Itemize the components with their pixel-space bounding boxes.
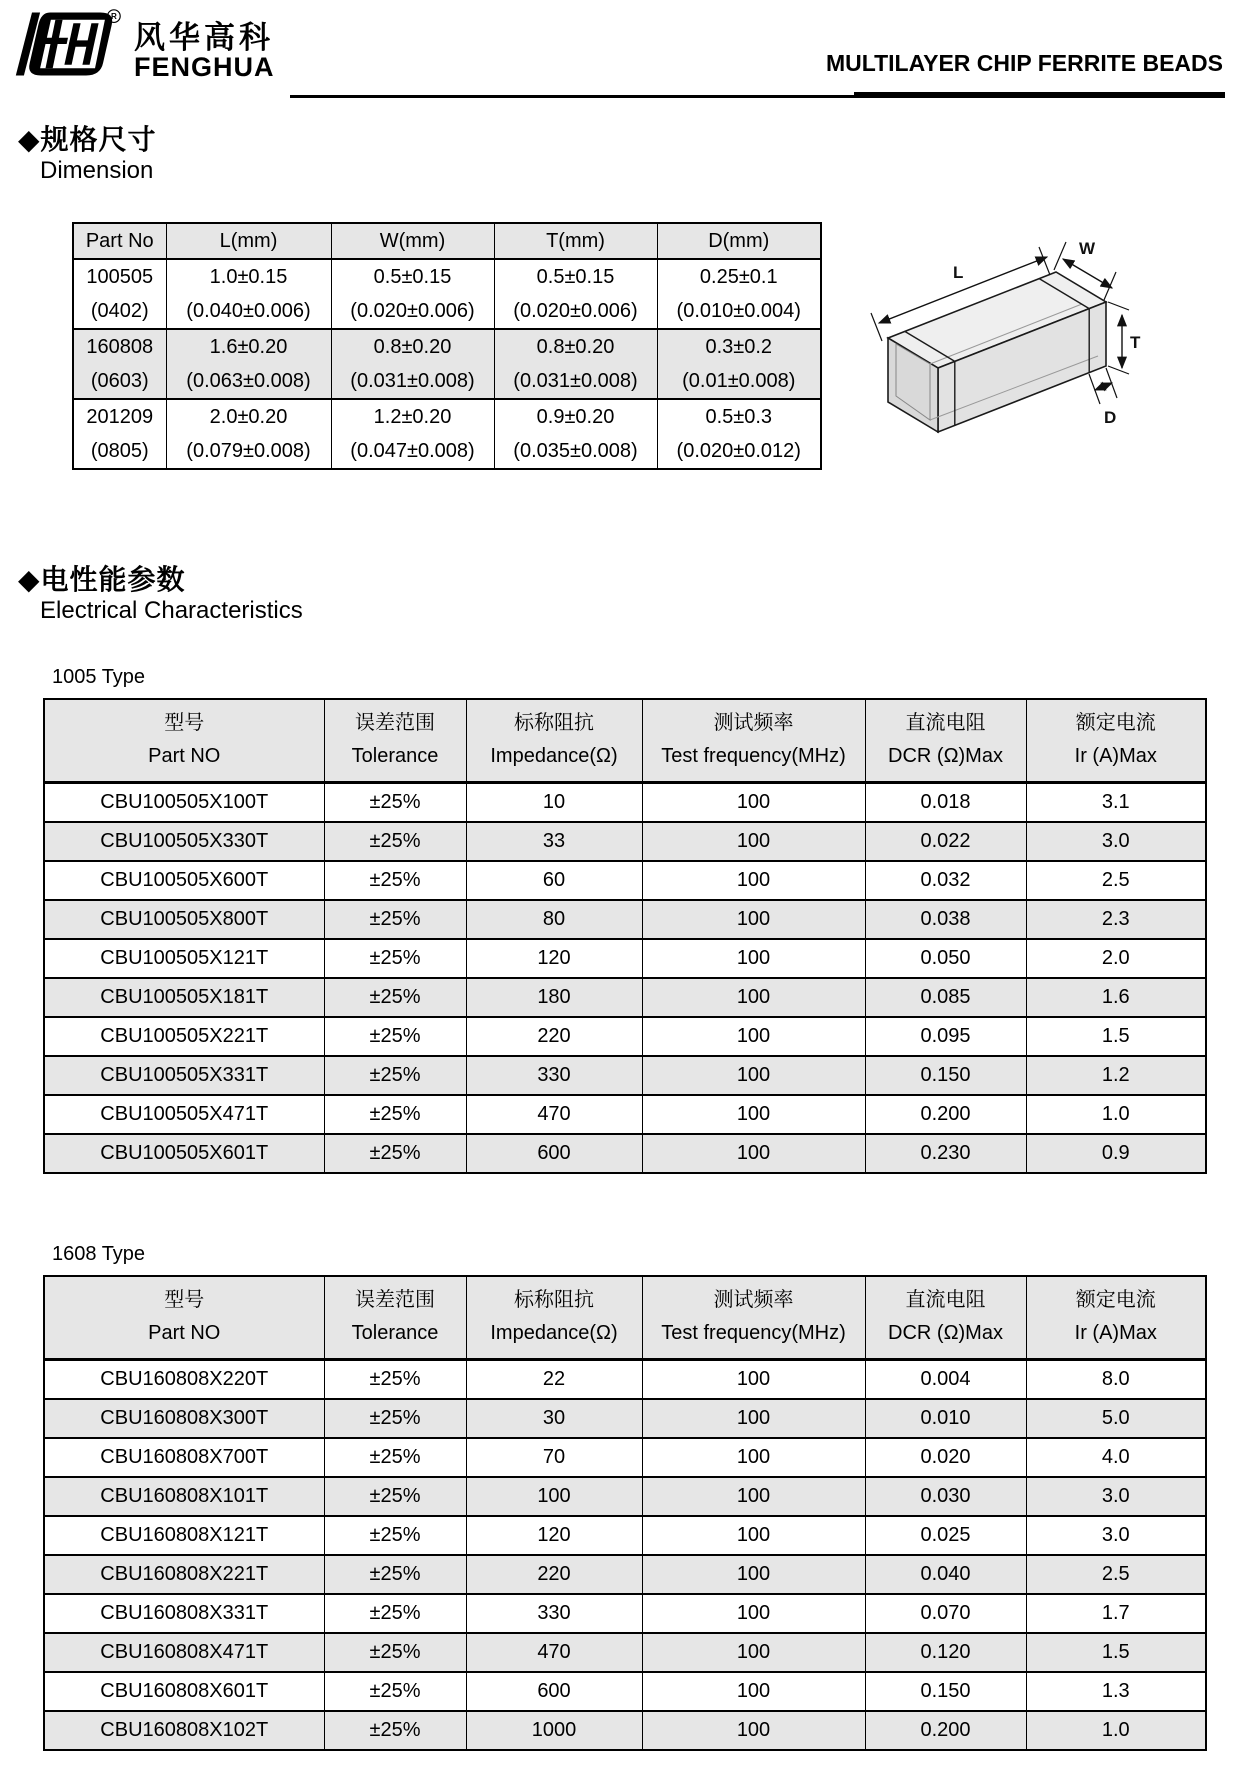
dim-label-l: L (953, 263, 964, 282)
table-cell: 330 (466, 1594, 642, 1633)
table-cell: 100 (642, 978, 865, 1017)
eh-partno-en: Part NO (148, 1322, 221, 1344)
table-cell: CBU160808X121T (44, 1516, 324, 1555)
electrical-table-header-row (44, 1276, 1206, 1360)
eh-dcr (865, 699, 1026, 783)
table-cell: ±25% (324, 900, 466, 939)
table-row (44, 900, 1206, 939)
table-cell: CBU100505X121T (44, 939, 324, 978)
table-cell: CBU100505X471T (44, 1095, 324, 1134)
dim-header-w: W(mm) (331, 223, 494, 259)
table-cell: ±25% (324, 1633, 466, 1672)
eh-tolerance (324, 1276, 466, 1360)
eh-dcr-en: DCR (Ω)Max (888, 745, 1003, 767)
table-cell: 100 (642, 1056, 865, 1095)
table-cell: 0.120 (865, 1633, 1026, 1672)
table-cell: ±25% (324, 1134, 466, 1173)
table-cell: 33 (466, 822, 642, 861)
section-title-dimension-cn: ◆规格尺寸 (18, 124, 157, 155)
table-cell: CBU160808X331T (44, 1594, 324, 1633)
eh-current-cn: 额定电流 (1075, 712, 1156, 734)
table-row (44, 1672, 1206, 1711)
table-cell: 22 (466, 1360, 642, 1400)
table-cell: CBU160808X220T (44, 1360, 324, 1400)
table-cell: 0.025 (865, 1516, 1026, 1555)
table-cell: 100 (642, 861, 865, 900)
table-cell: 1.0 (1026, 1711, 1206, 1750)
table-cell: 1.2±0.20 (0.047±0.008) (331, 399, 494, 469)
eh-impedance (466, 1276, 642, 1360)
table-row (44, 939, 1206, 978)
dimension-table-header-row (73, 223, 821, 259)
table-cell: 120 (466, 1516, 642, 1555)
table-cell: 100 (642, 1477, 865, 1516)
table-row (44, 1360, 1206, 1400)
table-cell: 100 (642, 1017, 865, 1056)
eh-tolerance-cn: 误差范围 (355, 1289, 435, 1311)
table-cell: 2.0 (1026, 939, 1206, 978)
table-cell: 100 (642, 1672, 865, 1711)
table-cell: 2.5 (1026, 1555, 1206, 1594)
logo-chinese-name: 风华高科 (134, 20, 274, 55)
table-cell: ±25% (324, 1399, 466, 1438)
table-cell: 3.0 (1026, 1516, 1206, 1555)
eh-partno (44, 1276, 324, 1360)
electrical-table-header-row (44, 699, 1206, 783)
eh-impedance (466, 699, 642, 783)
table-cell: 0.030 (865, 1477, 1026, 1516)
electrical-table-1608 (43, 1275, 1207, 1751)
table-cell: 100 (642, 1360, 865, 1400)
table-cell: 1.6±0.20 (0.063±0.008) (166, 329, 331, 399)
table-cell: 100 (642, 1516, 865, 1555)
eh-frequency-en: Test frequency(MHz) (661, 1322, 846, 1344)
table-cell: 1.0 (1026, 1095, 1206, 1134)
header-rule-thick (854, 92, 1225, 98)
logo-text (134, 8, 275, 81)
table-cell: 0.9±0.20 (0.035±0.008) (494, 399, 657, 469)
table-cell: 0.5±0.3 (0.020±0.012) (657, 399, 821, 469)
eh-current-cn: 额定电流 (1075, 1289, 1156, 1311)
table-cell: 470 (466, 1633, 642, 1672)
table-cell: 0.9 (1026, 1134, 1206, 1173)
eh-frequency-cn: 测试频率 (713, 712, 794, 734)
table-cell: CBU160808X700T (44, 1438, 324, 1477)
table-cell: ±25% (324, 1594, 466, 1633)
table-cell: ±25% (324, 1477, 466, 1516)
table-cell: 120 (466, 939, 642, 978)
table-cell: 0.25±0.1 (0.010±0.004) (657, 259, 821, 329)
table-row (44, 822, 1206, 861)
dimension-table (72, 222, 822, 470)
table-cell: 3.1 (1026, 783, 1206, 823)
table-cell: CBU100505X331T (44, 1056, 324, 1095)
table-cell: 100 (642, 822, 865, 861)
eh-frequency-cn: 测试频率 (713, 1289, 794, 1311)
table-cell: 0.040 (865, 1555, 1026, 1594)
table-cell: 2.5 (1026, 861, 1206, 900)
eh-partno-en: Part NO (148, 745, 221, 767)
table-cell: CBU100505X181T (44, 978, 324, 1017)
registered-trademark-icon: R (110, 12, 117, 22)
table-row (73, 329, 821, 399)
section-title-electrical-en: Electrical Characteristics (40, 597, 303, 624)
table-row (44, 1594, 1206, 1633)
eh-impedance-cn: 标称阻抗 (514, 712, 594, 734)
table-row (44, 861, 1206, 900)
table-cell: CBU160808X601T (44, 1672, 324, 1711)
table-row (44, 1516, 1206, 1555)
dim-label-w: W (1079, 239, 1096, 258)
table-row (44, 783, 1206, 823)
table-cell: 0.5±0.15 (0.020±0.006) (494, 259, 657, 329)
table-row (44, 1633, 1206, 1672)
table-cell: ±25% (324, 1711, 466, 1750)
eh-tolerance-en: Tolerance (351, 1322, 439, 1344)
table-cell: 30 (466, 1399, 642, 1438)
table-cell: CBU100505X600T (44, 861, 324, 900)
table-cell: 0.022 (865, 822, 1026, 861)
eh-frequency (642, 699, 865, 783)
table-row (44, 1134, 1206, 1173)
table-cell: CBU100505X601T (44, 1134, 324, 1173)
table-cell: 1.5 (1026, 1633, 1206, 1672)
section-title-electrical-cn: ◆电性能参数 (18, 564, 186, 595)
table-cell: 8.0 (1026, 1360, 1206, 1400)
eh-current-en: Ir (A)Max (1074, 1322, 1157, 1344)
table-cell: 100 (642, 939, 865, 978)
table-cell: 0.018 (865, 783, 1026, 823)
table-cell: 100 (642, 1438, 865, 1477)
fenghua-logo-icon (14, 8, 122, 80)
table-cell: 220 (466, 1555, 642, 1594)
dim-header-l: L(mm) (166, 223, 331, 259)
type-label-1005: 1005 Type (52, 666, 146, 688)
eh-current-en: Ir (A)Max (1074, 745, 1157, 767)
table-row (44, 1555, 1206, 1594)
table-cell: CBU100505X330T (44, 822, 324, 861)
table-cell: 1.0±0.15 (0.040±0.006) (166, 259, 331, 329)
table-cell: 3.0 (1026, 822, 1206, 861)
eh-tolerance (324, 699, 466, 783)
table-cell: 0.230 (865, 1134, 1026, 1173)
table-cell: 80 (466, 900, 642, 939)
table-cell: 1.7 (1026, 1594, 1206, 1633)
table-row (44, 1477, 1206, 1516)
table-cell: 100 (642, 1711, 865, 1750)
electrical-table-1005 (43, 698, 1207, 1174)
table-cell: 2.3 (1026, 900, 1206, 939)
table-cell: ±25% (324, 783, 466, 823)
table-cell: 100 (466, 1477, 642, 1516)
eh-frequency (642, 1276, 865, 1360)
table-cell: 4.0 (1026, 1438, 1206, 1477)
eh-dcr-cn: 直流电阻 (905, 1289, 986, 1311)
table-cell: 1000 (466, 1711, 642, 1750)
dim-label-d: D (1104, 408, 1117, 427)
table-cell: 1.5 (1026, 1017, 1206, 1056)
table-cell: 5.0 (1026, 1399, 1206, 1438)
eh-partno (44, 699, 324, 783)
table-row (44, 1056, 1206, 1095)
table-row (44, 1399, 1206, 1438)
table-cell: CBU160808X221T (44, 1555, 324, 1594)
eh-current (1026, 1276, 1206, 1360)
table-cell: CBU100505X100T (44, 783, 324, 823)
table-cell: 0.150 (865, 1672, 1026, 1711)
table-cell: 201209 (0805) (73, 399, 166, 469)
table-cell: 100 (642, 900, 865, 939)
table-cell: 0.095 (865, 1017, 1026, 1056)
eh-tolerance-en: Tolerance (351, 745, 439, 767)
document-title: MULTILAYER CHIP FERRITE BEADS (826, 50, 1223, 76)
table-cell: 600 (466, 1134, 642, 1173)
eh-current (1026, 699, 1206, 783)
table-cell: CBU160808X300T (44, 1399, 324, 1438)
table-cell: 100505 (0402) (73, 259, 166, 329)
table-cell: 180 (466, 978, 642, 1017)
table-cell: 10 (466, 783, 642, 823)
table-cell: 220 (466, 1017, 642, 1056)
table-cell: 100 (642, 1594, 865, 1633)
table-cell: 0.032 (865, 861, 1026, 900)
table-cell: 100 (642, 1134, 865, 1173)
dim-header-partno: Part No (73, 223, 166, 259)
table-cell: 0.5±0.15 (0.020±0.006) (331, 259, 494, 329)
section-title-dimension-en: Dimension (40, 157, 154, 184)
table-row (44, 1017, 1206, 1056)
table-cell: 1.2 (1026, 1056, 1206, 1095)
table-cell: 0.150 (865, 1056, 1026, 1095)
table-cell: ±25% (324, 939, 466, 978)
table-cell: 160808 (0603) (73, 329, 166, 399)
table-cell: ±25% (324, 822, 466, 861)
eh-dcr (865, 1276, 1026, 1360)
table-row (44, 1711, 1206, 1750)
eh-frequency-en: Test frequency(MHz) (661, 745, 846, 767)
dim-label-t: T (1130, 333, 1141, 352)
table-cell: 100 (642, 1633, 865, 1672)
table-cell: 1.3 (1026, 1672, 1206, 1711)
eh-partno-cn: 型号 (164, 1289, 205, 1311)
table-row (73, 259, 821, 329)
table-cell: CBU160808X101T (44, 1477, 324, 1516)
table-row (44, 1438, 1206, 1477)
table-cell: 100 (642, 1399, 865, 1438)
table-cell: 0.070 (865, 1594, 1026, 1633)
header-rule-thin (290, 95, 856, 98)
eh-impedance-en: Impedance(Ω) (490, 745, 618, 767)
table-cell: 0.3±0.2 (0.01±0.008) (657, 329, 821, 399)
table-cell: 1.6 (1026, 978, 1206, 1017)
table-cell: CBU160808X102T (44, 1711, 324, 1750)
table-cell: 60 (466, 861, 642, 900)
table-cell: 0.020 (865, 1438, 1026, 1477)
dim-header-d: D(mm) (657, 223, 821, 259)
table-cell: ±25% (324, 1672, 466, 1711)
table-cell: 0.8±0.20 (0.031±0.008) (494, 329, 657, 399)
table-cell: CBU100505X800T (44, 900, 324, 939)
eh-tolerance-cn: 误差范围 (355, 712, 435, 734)
table-cell: 0.010 (865, 1399, 1026, 1438)
table-cell: ±25% (324, 1017, 466, 1056)
table-cell: 2.0±0.20 (0.079±0.008) (166, 399, 331, 469)
table-cell: 3.0 (1026, 1477, 1206, 1516)
table-cell: ±25% (324, 978, 466, 1017)
eh-impedance-cn: 标称阻抗 (514, 1289, 594, 1311)
table-cell: 600 (466, 1672, 642, 1711)
dim-header-t: T(mm) (494, 223, 657, 259)
eh-dcr-en: DCR (Ω)Max (888, 1322, 1003, 1344)
table-cell: 470 (466, 1095, 642, 1134)
table-cell: ±25% (324, 1555, 466, 1594)
table-cell: 0.8±0.20 (0.031±0.008) (331, 329, 494, 399)
table-cell: ±25% (324, 1056, 466, 1095)
table-cell: ±25% (324, 1516, 466, 1555)
table-cell: 330 (466, 1056, 642, 1095)
eh-dcr-cn: 直流电阻 (905, 712, 986, 734)
table-cell: ±25% (324, 861, 466, 900)
table-cell: 0.038 (865, 900, 1026, 939)
table-cell: 0.050 (865, 939, 1026, 978)
table-cell: 0.085 (865, 978, 1026, 1017)
table-cell: CBU160808X471T (44, 1633, 324, 1672)
table-row (73, 399, 821, 469)
table-cell: 0.200 (865, 1095, 1026, 1134)
table-cell: ±25% (324, 1095, 466, 1134)
table-row (44, 978, 1206, 1017)
table-cell: 70 (466, 1438, 642, 1477)
eh-impedance-en: Impedance(Ω) (490, 1322, 618, 1344)
table-cell: 100 (642, 783, 865, 823)
table-cell: 100 (642, 1095, 865, 1134)
table-row (44, 1095, 1206, 1134)
type-label-1608: 1608 Type (52, 1243, 146, 1265)
table-cell: ±25% (324, 1438, 466, 1477)
table-cell: 0.200 (865, 1711, 1026, 1750)
table-cell: 0.004 (865, 1360, 1026, 1400)
table-cell: CBU100505X221T (44, 1017, 324, 1056)
chip-dimension-diagram (846, 220, 1146, 496)
table-cell: ±25% (324, 1360, 466, 1400)
table-cell: 100 (642, 1555, 865, 1594)
eh-partno-cn: 型号 (164, 712, 205, 734)
company-logo (14, 8, 275, 81)
logo-english-name: FENGHUA (134, 52, 275, 82)
